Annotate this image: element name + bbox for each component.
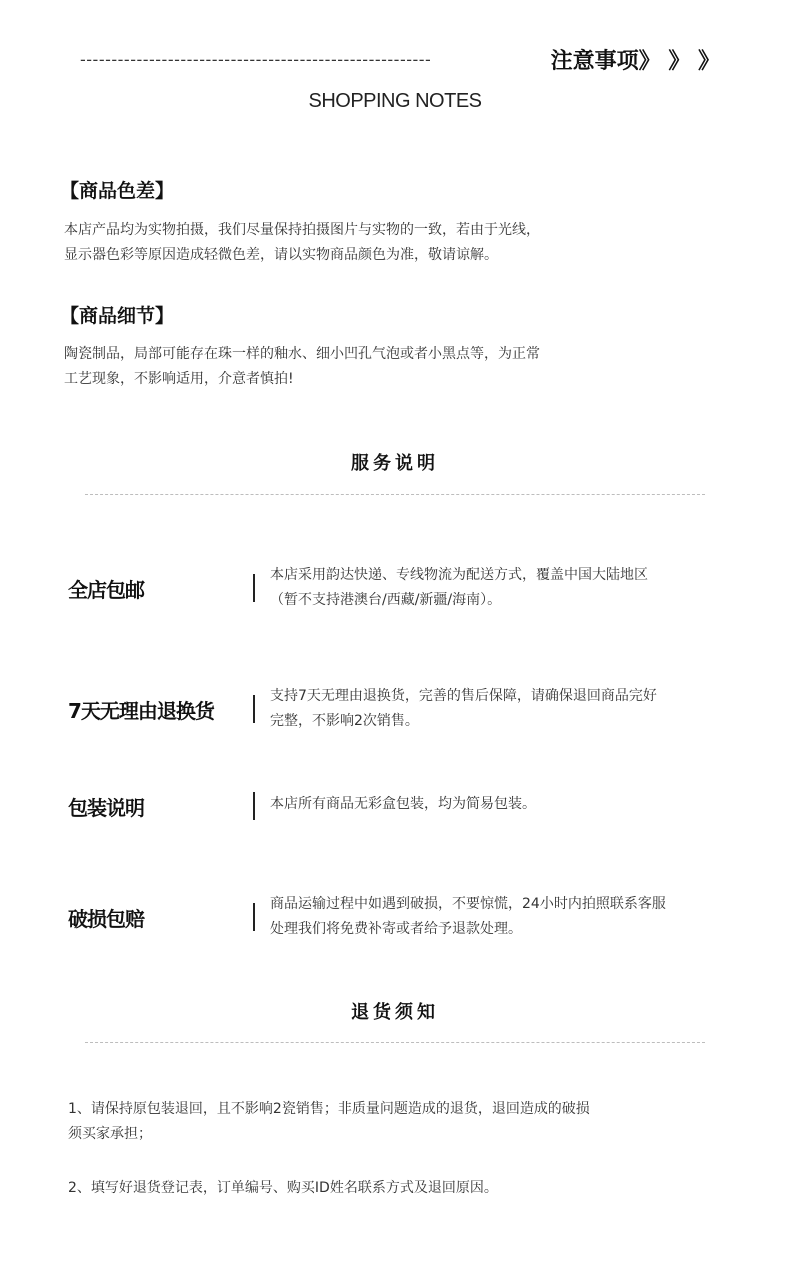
service-desc-packaging <box>270 792 730 817</box>
returns-title: 退货须知 <box>351 1002 439 1023</box>
page-subtitle: SHOPPING NOTES <box>308 90 482 112</box>
service-name-free-shipping: 全店包邮 <box>68 578 144 602</box>
return-note-1 <box>68 1097 708 1147</box>
header-title: 注意事项》 》 》 <box>550 48 720 74</box>
text-line: 本店采用韵达快递、专线物流为配送方式，覆盖中国大陆地区 <box>270 567 648 583</box>
text-line: 1、请保持原包装退回，且不影响2瓷销售；非质量问题造成的退货，退回造成的破损 <box>68 1101 590 1117</box>
section-title-details: 【商品细节】 <box>60 305 175 327</box>
service-desc-returns <box>270 684 730 734</box>
service-name-damage: 破损包赔 <box>68 907 144 931</box>
header-line <box>80 44 720 74</box>
text-line: 本店所有商品无彩盒包装，均为简易包装。 <box>270 796 536 812</box>
divider <box>85 494 705 495</box>
divider <box>85 1042 705 1043</box>
service-bar <box>253 792 255 820</box>
text-line: （暂不支持港澳台/西藏/新疆/海南）。 <box>270 592 502 608</box>
service-bar <box>253 695 255 723</box>
service-desc-damage <box>270 892 730 942</box>
text-line: 陶瓷制品，局部可能存在珠一样的釉水、细小凹孔气泡或者小黑点等，为正常 <box>64 346 540 362</box>
text-line: 支持7天无理由退换货，完善的售后保障，请确保退回商品完好 <box>270 688 657 704</box>
service-desc-free-shipping <box>270 563 730 613</box>
section-text-color <box>64 218 744 267</box>
text-line: 显示器色彩等原因造成轻微色差，请以实物商品颜色为准，敬请谅解。 <box>64 246 498 263</box>
service-bar <box>253 574 255 602</box>
service-name-returns: 7天无理由退换货 <box>68 699 214 723</box>
service-name-packaging: 包装说明 <box>68 796 144 820</box>
service-title: 服务说明 <box>351 453 439 474</box>
text-line: 本店产品均为实物拍摄，我们尽量保持拍摄图片与实物的一致，若由于光线， <box>64 222 540 238</box>
section-text-details <box>64 342 744 391</box>
text-line: 2、填写好退货登记表，订单编号、购买ID姓名联系方式及退回原因。 <box>68 1180 498 1196</box>
text-line: 须买家承担； <box>68 1126 152 1142</box>
service-bar <box>253 903 255 931</box>
section-title-color: 【商品色差】 <box>60 180 175 202</box>
text-line: 完整，不影响2次销售。 <box>270 713 419 729</box>
text-line: 处理我们将免费补寄或者给予退款处理。 <box>270 921 522 937</box>
text-line: 工艺现象，不影响适用，介意者慎拍! <box>64 370 294 387</box>
return-note-2 <box>68 1176 708 1201</box>
header-dashes: -------------------------------------------------------- <box>80 49 432 69</box>
text-line: 商品运输过程中如遇到破损，不要惊慌，24小时内拍照联系客服 <box>270 896 666 912</box>
